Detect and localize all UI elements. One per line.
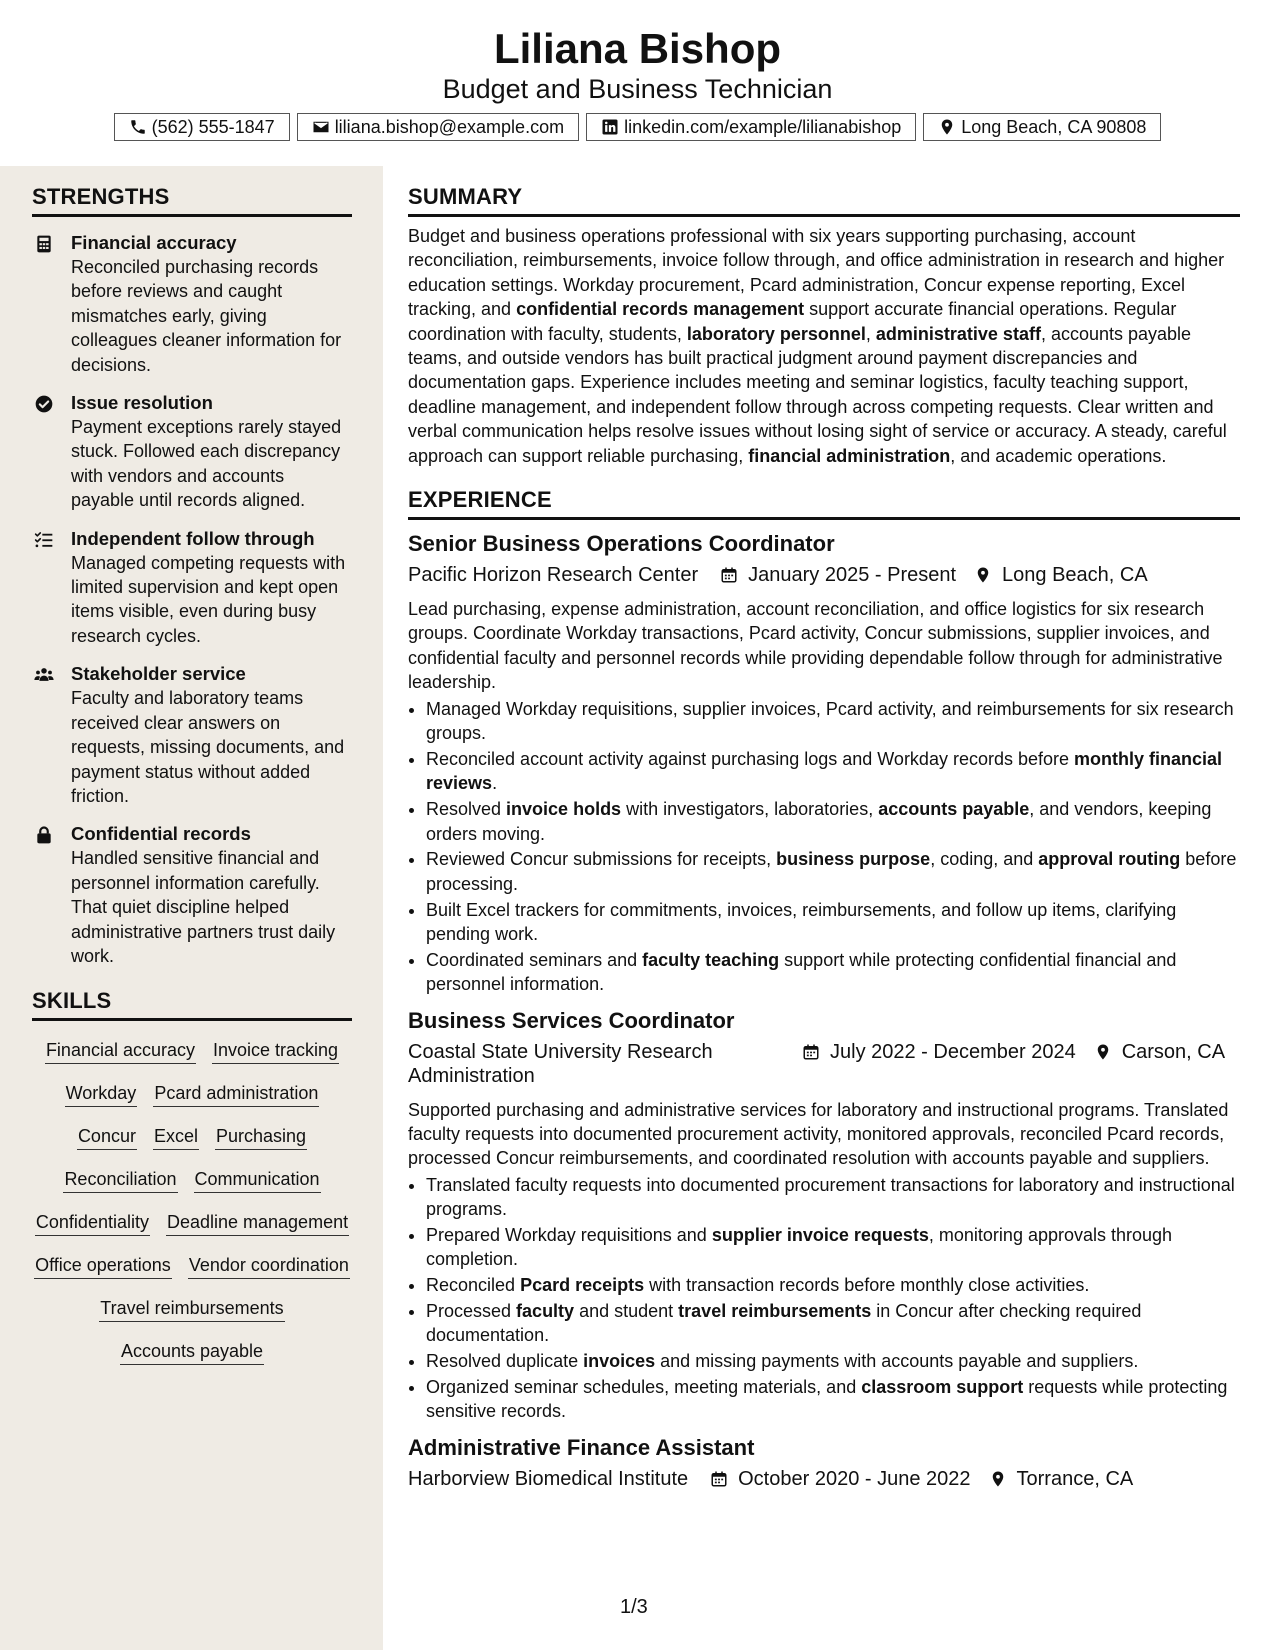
bold-emphasis: financial administration: [748, 445, 951, 466]
skill-tag: Invoice tracking: [212, 1039, 339, 1064]
skill-tag: Accounts payable: [120, 1340, 264, 1365]
job-bullet: • Reviewed Concur submissions for receipts, business purpose, coding, and approval routing before processing.: [426, 847, 1240, 896]
main-content: [408, 166, 1240, 1491]
contact-phone[interactable]: [114, 113, 290, 141]
job-entry: [408, 1434, 1240, 1491]
job-title: Senior Business Operations Coordinator: [408, 531, 835, 557]
job-bullet: • Managed Workday requisitions, supplier invoices, Pcard activity, and reimbursements for six research groups.: [426, 697, 1240, 746]
skill-tag: Communication: [194, 1168, 321, 1193]
map-pin-icon: [1094, 1043, 1112, 1061]
map-pin-icon: [974, 566, 992, 584]
calendar-icon: [802, 1043, 820, 1061]
bold-emphasis: business purpose: [776, 849, 931, 870]
skills-heading: SKILLS: [32, 988, 352, 1021]
strength-title: Confidential records: [71, 823, 251, 845]
job-location: Long Beach, CA: [1002, 564, 1148, 587]
skill-tag: Workday: [65, 1082, 138, 1107]
linkedin-icon: [601, 118, 619, 136]
skill-tag: Vendor coordination: [188, 1254, 350, 1279]
job-bullets: [408, 697, 1240, 997]
bold-emphasis: confidential records management: [516, 299, 805, 320]
job-bullet: • Reconciled Pcard receipts with transaction records before monthly close activities.: [426, 1273, 1240, 1297]
job-bullet: • Coordinated seminars and faculty teaching support while protecting confidential financial and personnel information.: [426, 948, 1240, 997]
job-bullet: • Resolved duplicate invoices and missing payments with accounts payable and suppliers.: [426, 1349, 1240, 1373]
strength-item: [32, 662, 352, 808]
strength-item: [32, 822, 352, 968]
job-company: Harborview Biomedical Institute: [408, 1467, 689, 1490]
job-bullet: • Translated faculty requests into documented procurement transactions for laboratory and instructional programs.: [426, 1173, 1240, 1222]
strength-desc: Managed competing requests with limited supervision and kept open items visible, even during busy research cycles.: [71, 552, 346, 646]
skill-tag: Excel: [153, 1125, 199, 1150]
candidate-title: Budget and Business Technician: [442, 74, 833, 104]
lock-icon: [34, 825, 54, 845]
job-title: Business Services Coordinator: [408, 1007, 735, 1033]
job-entry: [408, 1007, 1240, 1424]
checklist-icon: [34, 530, 54, 550]
job-bullets: [408, 1173, 1240, 1424]
contact-linkedin-text: linkedin.com/example/lilianabishop: [624, 116, 902, 137]
skill-tag: Deadline management: [166, 1211, 349, 1236]
job-company: Pacific Horizon Research Center: [408, 564, 699, 587]
skill-tag: Confidentiality: [35, 1211, 150, 1236]
bold-emphasis: administrative staff: [875, 323, 1041, 344]
strength-desc: Payment exceptions rarely stayed stuck. Followed each discrepancy with vendors and accounts payable until records aligned.: [71, 417, 342, 511]
skill-tag: Purchasing: [215, 1125, 307, 1150]
contact-bar: [0, 113, 1275, 141]
strength-title: Stakeholder service: [71, 663, 246, 685]
contact-location[interactable]: [923, 113, 1161, 141]
job-location: Carson, CA: [1121, 1040, 1226, 1063]
bold-emphasis: faculty: [516, 1300, 575, 1321]
bold-emphasis: approval routing: [1038, 849, 1181, 870]
strength-desc: Faculty and laboratory teams received clear answers on requests, missing documents, and payment status without added friction.: [71, 688, 345, 806]
bold-emphasis: accounts payable: [878, 799, 1030, 820]
job-meta: [408, 1040, 1240, 1088]
sidebar: [0, 166, 383, 1650]
contact-email[interactable]: [297, 113, 579, 141]
bold-emphasis: classroom support: [861, 1376, 1024, 1397]
bold-emphasis: invoices: [583, 1351, 656, 1372]
job-dates: October 2020 - June 2022: [738, 1467, 971, 1490]
strength-desc: Reconciled purchasing records before reviews and caught mismatches early, giving colleagues cleaner information for decisions.: [71, 257, 342, 375]
calendar-icon: [720, 566, 738, 584]
bold-emphasis: monthly financial reviews: [426, 748, 1223, 794]
calculator-icon: [34, 234, 54, 254]
job-description: Lead purchasing, expense administration, account reconciliation, and office logistics for six research groups. Coordinate Workday transactions, Pcard activity, Concur submissions, supplier invoices, and confidential faculty and personnel records while providing dependable follow through for administrative leadership.: [408, 599, 1223, 693]
bold-emphasis: invoice holds: [506, 799, 622, 820]
bold-emphasis: supplier invoice requests: [711, 1224, 929, 1245]
skill-tag: Concur: [77, 1125, 137, 1150]
job-meta: [408, 1467, 1240, 1491]
strength-title: Issue resolution: [71, 392, 213, 414]
bold-emphasis: travel reimbursements: [678, 1300, 872, 1321]
envelope-icon: [312, 118, 330, 136]
strength-desc: Handled sensitive financial and personnel information carefully. That quiet discipline helped administrative partners trust daily work.: [71, 848, 336, 966]
contact-location-text: Long Beach, CA 90808: [961, 116, 1147, 137]
strength-item: [32, 527, 352, 649]
job-entry: [408, 530, 1240, 996]
check-circle-icon: [34, 394, 54, 414]
candidate-name: Liliana Bishop: [493, 25, 782, 72]
map-pin-icon: [989, 1470, 1007, 1488]
map-pin-icon: [938, 118, 956, 136]
job-bullet: • Resolved invoice holds with investigators, laboratories, accounts payable, and vendors, keeping orders moving.: [426, 797, 1240, 846]
skill-tag: Reconciliation: [63, 1168, 177, 1193]
strength-title: Independent follow through: [71, 527, 315, 549]
job-title: Administrative Finance Assistant: [408, 1434, 755, 1460]
job-company: Coastal State University Research Administration: [408, 1040, 713, 1087]
job-dates: January 2025 - Present: [748, 564, 957, 587]
job-bullet: • Organized seminar schedules, meeting materials, and classroom support requests while protecting sensitive records.: [426, 1375, 1240, 1424]
strength-item: [32, 391, 352, 513]
strength-item: [32, 231, 352, 377]
skills-list: [32, 1039, 352, 1365]
skill-tag: Financial accuracy: [45, 1039, 196, 1064]
summary-text: Budget and business operations professional with six years supporting purchasing, account reconciliation, reimbursements, invoice follow through, and office administration in research and higher education settings. Workday procurement, Pcard administration, Concur expense reporting, Excel tracking, and confidential records management support accurate financial operations. Regular coordination with faculty, students, laboratory personnel, administrative staff, accounts payable teams, and outside vendors has built practical judgment around payment discrepancies and documentation gaps. Experience includes meeting and seminar logistics, faculty teaching support, deadline management, and independent follow through across competing requests. Clear written and verbal communication helps resolve issues without losing sight of service or accuracy. A steady, careful approach can support reliable purchasing, financial administration, and academic operations.: [408, 226, 1227, 466]
summary-heading: SUMMARY: [408, 184, 1240, 217]
job-meta: [408, 563, 1240, 587]
strength-title: Financial accuracy: [71, 232, 237, 253]
skill-tag: Travel reimbursements: [99, 1297, 284, 1322]
bold-emphasis: Pcard receipts: [520, 1275, 645, 1296]
job-bullet: • Reconciled account activity against purchasing logs and Workday records before monthly financial reviews.: [426, 747, 1240, 796]
contact-linkedin[interactable]: [586, 113, 916, 141]
calendar-icon: [710, 1470, 728, 1488]
contact-email-text: liliana.bishop@example.com: [334, 116, 565, 137]
strengths-heading: STRENGTHS: [32, 184, 352, 217]
job-bullet: • Processed faculty and student travel reimbursements in Concur after checking required documentation.: [426, 1299, 1240, 1348]
job-description: Supported purchasing and administrative services for laboratory and instructional programs. Translated faculty requests into documented procurement activity, monitored approvals, reconciled Pcard records, processed Concur reimbursements, and coordinated resolution with accounts payable and suppliers.: [408, 1099, 1229, 1169]
job-bullet: • Built Excel trackers for commitments, invoices, reimbursements, and follow up items, clarifying pending work.: [426, 898, 1240, 947]
bold-emphasis: faculty teaching: [642, 949, 780, 970]
job-bullet: • Prepared Workday requisitions and supplier invoice requests, monitoring approvals through completion.: [426, 1223, 1240, 1272]
job-dates: July 2022 - December 2024: [830, 1040, 1076, 1063]
users-icon: [34, 665, 54, 685]
skill-tag: Office operations: [34, 1254, 172, 1279]
resume-header: [0, 0, 1275, 166]
experience-heading: EXPERIENCE: [408, 487, 1240, 520]
skill-tag: Pcard administration: [153, 1082, 319, 1107]
phone-icon: [129, 118, 147, 136]
bold-emphasis: laboratory personnel: [686, 323, 866, 344]
job-location: Torrance, CA: [1016, 1467, 1134, 1490]
page-number: 1/3: [620, 1596, 648, 1618]
contact-phone-text: (562) 555-1847: [151, 116, 275, 137]
